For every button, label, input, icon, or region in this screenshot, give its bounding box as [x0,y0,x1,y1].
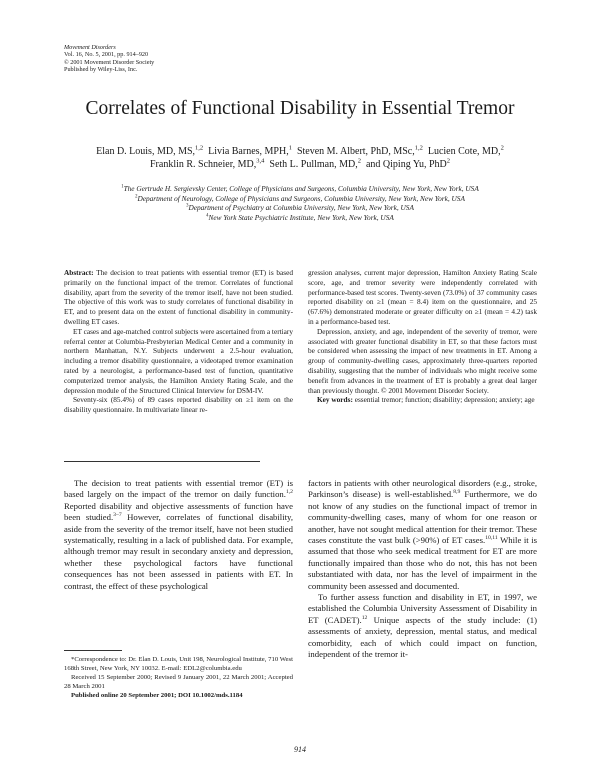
citation: 10,11 [485,535,498,542]
author-affil-ref: 1,2 [195,144,204,152]
affiliation [60,194,540,204]
journal-header [64,44,154,74]
abstract-divider [64,461,260,462]
citation: 8,9 [453,489,461,496]
author: Seth L. Pullman, MD, [269,159,358,170]
affiliation [60,213,540,223]
abstract-paragraph: gression analyses, current major depression, Hamilton Anxiety Rating Scale score, age, and tremor severity were independently correlated with performance-based test scores. Twenty-seven (73.0%) of 37 community cases reported disability on ≥1 (mean = 8.4) item on the questionnaire, and 25 (67.6%) demonstrated moderate or greater difficulty on ≥1 (mean = 4.2) task in a performance-based test. [308,268,537,326]
body-text: The decision to treat patients with essential tremor (ET) is based largely on the impact of the tremor on daily function. [64,478,293,500]
author: Elan D. Louis, MD, MS, [96,146,196,157]
abstract-right-column [308,268,537,405]
citation: 3–7 [113,512,122,519]
author-line-2 [60,158,540,171]
affiliation-list [60,184,540,222]
journal-volume: Vol. 16, No. 5, 2001, pp. 914–920 [64,51,149,59]
body-paragraph [64,478,293,592]
body-paragraph [308,592,537,660]
body-text: To further assess function and disability in ET, in 1997, we established the Columbia University Assessment of Disability in ET (CADET). [308,592,537,625]
author-affil-ref: 2 [446,157,450,165]
correspondence-note: *Correspondence to: Dr. Elan D. Louis, Unit 198, Neurological Institute, 710 West 168th Street, New York, NY 10032. E-mail: EDL2@columbia.edu [64,656,293,672]
author: Franklin R. Schneier, MD, [150,159,257,170]
author: and Qiping Yu, PhD [365,159,447,170]
footnote-divider [64,650,122,651]
abstract-paragraph: Seventy-six (85.4%) of 89 cases reported disability on ≥1 item on the disability questionnaire. In multivariate linear re- [64,395,293,415]
keywords [308,395,537,405]
received-note: Received 15 September 2000; Revised 9 January 2001, 22 March 2001; Accepted 28 March 2001 [64,674,293,690]
affiliation [60,203,540,213]
affiliation [60,184,540,194]
author-affil-ref: 2 [500,144,504,152]
affiliation-text: Department of Neurology, College of Physicians and Surgeons, Columbia University, New York, New York, USA [137,193,465,203]
abstract-paragraph [64,268,293,327]
author-list [60,145,540,171]
abstract-text: The decision to treat patients with essential tremor (ET) is based primarily on the functional impact of the tremor. Correlates of functional disability, apart from the severity of the tremor itself, have not been studied. The objective of this work was to study correlates of functional disability in ET, and to present data on the extent of functional disability in community-dwelling ET cases. [64,268,293,326]
author: Lucien Cote, MD, [427,146,501,157]
abstract-paragraph: ET cases and age-matched control subjects were ascertained from a tertiary referral center at Columbia-Presbyterian Medical Center and a community in northern Manhattan, N.Y. Subjects underwent a 2.5-hour evaluation, including a tremor disability questionnaire, a videotaped tremor examination rated by a neurologist, a performance-based test of function, quantitative computerized tremor analysis, the Hamilton Anxiety Rating Scale, and the depression module of the Structured Clinical Interview for DSM-IV. [64,326,293,395]
affiliation-number: 1 [121,184,124,190]
abstract-label: Abstract: [64,268,94,277]
body-text: While it is assumed that those who seek medical treatment for ET are more functionally impaired than those who do not, this has not been substantiated with data, nor has the level of impairment in the community been assessed and documented. [308,535,537,591]
body-paragraph [308,478,537,592]
keywords-text: essential tremor; function; disability; depression; anxiety; age [354,395,535,405]
author-affil-ref: 2 [357,157,361,165]
citation: 1,2 [285,489,293,496]
body-left-column [64,478,293,592]
affiliation-number: 2 [135,194,138,200]
affiliation-text: Department of Psychiatry at Columbia University, New York, New York, USA [188,203,414,213]
article-title: Correlates of Functional Disability in Essential Tremor [85,98,515,119]
author-affil-ref: 1 [288,144,292,152]
abstract-paragraph: Depression, anxiety, and age, independent of the severity of tremor, were associated with greater functional disability in ET, so that these factors must be considered when assessing the impact of new treatments in ET. Among a group of community-dwelling cases, approximately three-quarters reported disability, suggesting that the number of individuals who might receive some benefit from advances in the treatment of ET is probably a great deal larger than previously thought. © 2001 Movement Disorder Society. [308,326,537,395]
journal-name: Movement Disorders [64,44,116,51]
citation: 12 [361,614,368,621]
author-affil-ref: 3,4 [256,157,265,165]
body-text: Unique aspects of the study include: (1) assessments of anxiety, depression, mental status, and medical comorbidity, each of which could impact on function, independent of the tremor it- [308,614,537,660]
page-number: 914 [294,745,306,754]
author-affil-ref: 1,2 [414,144,423,152]
journal-copyright: © 2001 Movement Disorder Society [64,58,155,66]
affiliation-text: The Gertrude H. Sergievsky Center, College of Physicians and Surgeons, Columbia University, New York, New York, USA [123,184,479,193]
author-line-1 [60,145,540,158]
body-right-column [308,478,537,661]
abstract-left-column [64,268,293,415]
journal-publisher: Published by Wiley-Liss, Inc. [64,66,138,74]
body-text: Reported disability and objective assessments of function have been studied. [64,500,293,523]
affiliation-number: 3 [186,203,189,209]
body-text: Furthermore, we do not know of any studies on the functional impact of tremor in community-dwelling cases, many of whom for one reason or another, have not sought medical attention for their tremor. These cases constitute the vast bulk (>90%) of ET cases. [308,489,537,546]
author: Steven M. Albert, PhD, MSc, [296,146,415,157]
body-text: factors in patients with other neurological disorders (e.g., stroke, Parkinson’s disease) is well-established. [308,478,537,500]
affiliation-text: New York State Psychiatric Institute, New York, New York, USA [208,212,394,222]
footnote [64,656,293,702]
affiliation-number: 4 [206,213,209,219]
keywords-label: Key words: [317,395,353,405]
body-text: However, correlates of functional disability, aside from the severity of the tremor itself, have not been studied systematically, resulting in a lack of published data. For example, although tremor may result in secondary anxiety and depression, whether these psychological factors have functional consequences has not been assessed in patients with ET. In contrast, the effect of these psychological [64,512,293,591]
author: Livia Barnes, MPH, [208,146,289,157]
published-note: Published online 20 September 2001; DOI 10.1002/mds.1184 [71,692,243,699]
